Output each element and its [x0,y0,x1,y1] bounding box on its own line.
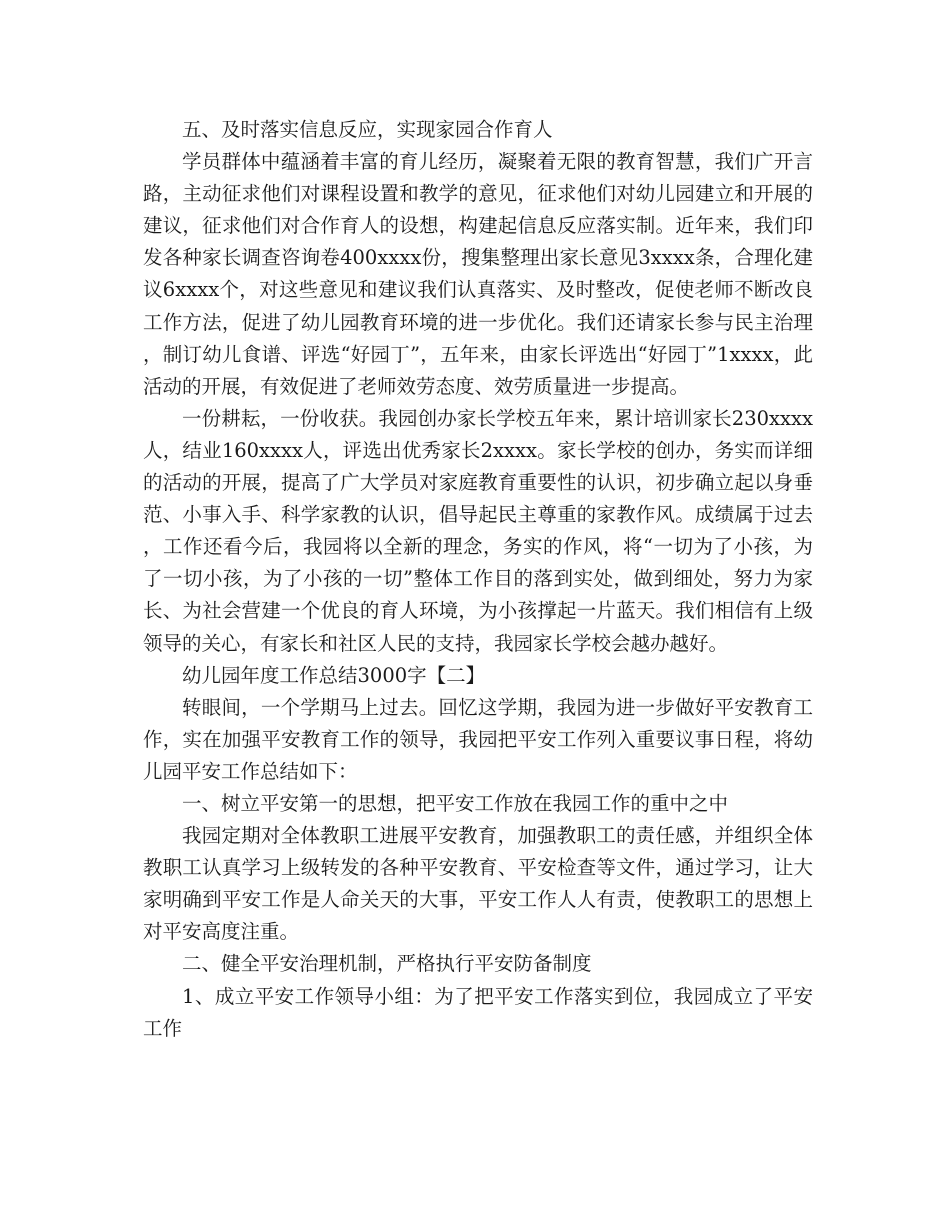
document-subtitle: 幼儿园年度工作总结3000字【二】 [182,663,486,687]
section-heading-5: 五、及时落实信息反应，实现家园合作育人 [182,118,553,141]
section-heading-1: 一、树立平安第一的思想，把平安工作放在我园工作的重中之中 [182,791,729,815]
document-body [143,114,813,1045]
section-heading-2: 二、健全平安治理机制，严格执行平安防备制度 [182,952,592,976]
body-paragraph: 我园定期对全体教职工进展平安教育，加强教职工的责任感，并组织全体教职工认真学习上级转发的各种平安教育、平安检查等文件，通过学习，让大家明确到平安工作是人命关天的大事，平安工作人人有责，使教职工的思想上对平安高度注重。 [143,824,813,944]
body-paragraph: 转眼间，一个学期马上过去。回忆这学期，我园为进一步做好平安教育工作，实在加强平安教育工作的领导，我园把平安工作列入重要议事日程，将幼儿园平安工作总结如下： [143,695,813,783]
body-paragraph: 1、成立平安工作领导小组：为了把平安工作落实到位，我园成立了平安工作 [143,984,813,1040]
body-paragraph: 一份耕耘，一份收获。我园创办家长学校五年来，累计培训家长230xxxx人，结业160xxxx人，评选出优秀家长2xxxx。家长学校的创办，务实而详细的活动的开展，提高了广大学员对家庭教育重要性的认识，初步确立起以身垂范、小事入手、科学家教的认识，倡导起民主尊重的家教作风。成绩属于过去，工作还看今后，我园将以全新的理念，务实的作风，将“一切为了小孩，为了一切小孩，为了小孩的一切”整体工作目的落到实处，做到细处，努力为家长、为社会营建一个优良的育人环境，为小孩撑起一片蓝天。我们相信有上级领导的关心，有家长和社区人民的支持，我园家长学校会越办越好。 [143,406,813,655]
body-paragraph: 学员群体中蕴涵着丰富的育儿经历，凝聚着无限的教育智慧，我们广开言路，主动征求他们对课程设置和教学的意见，征求他们对幼儿园建立和开展的建议，征求他们对合作育人的设想，构建起信息反应落实制。近年来，我们印发各种家长调查咨询卷400xxxx份，搜集整理出家长意见3xxxx条，合理化建议6xxxx个，对这些意见和建议我们认真落实、及时整改，促使老师不断改良工作方法，促进了幼儿园教育环境的进一步优化。我们还请家长参与民主治理，制订幼儿食谱、评选“好园丁”，五年来，由家长评选出“好园丁”1xxxx，此活动的开展，有效促进了老师效劳态度、效劳质量进一步提高。 [143,150,813,398]
